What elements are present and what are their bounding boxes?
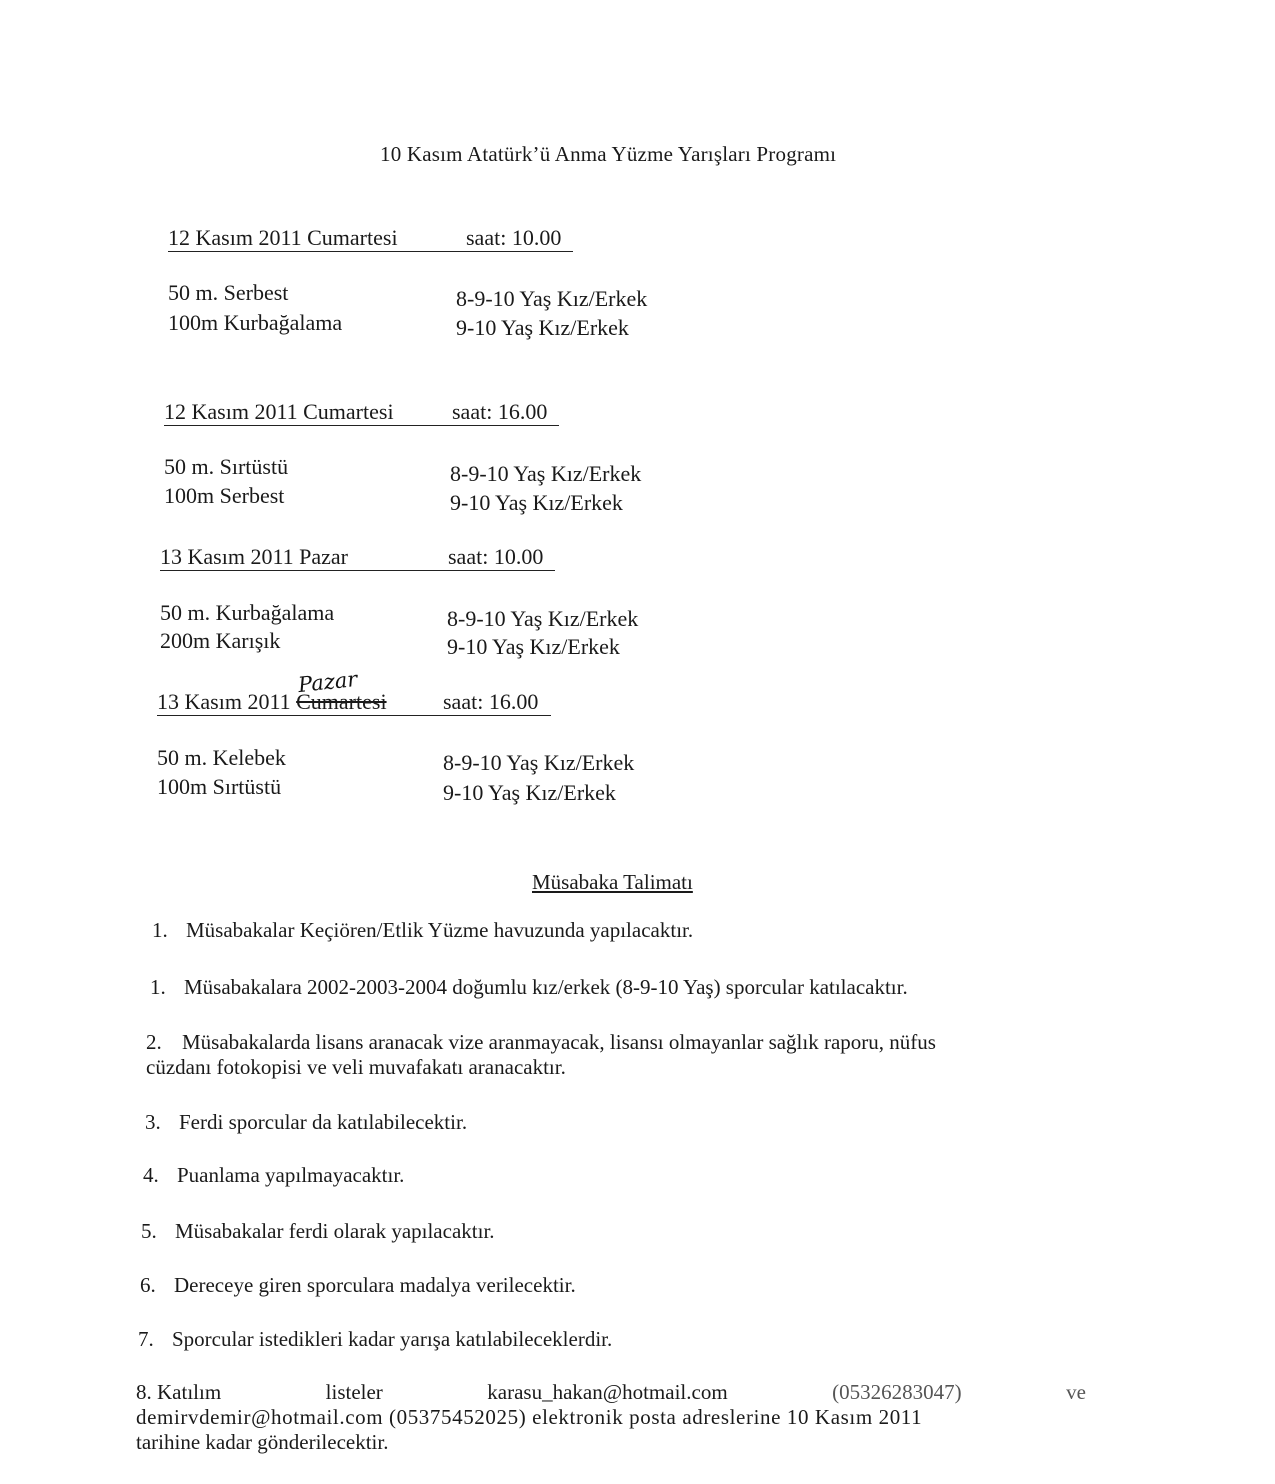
email-address: karasu_hakan@hotmail.com xyxy=(487,1380,728,1404)
instruction-item xyxy=(143,1163,404,1188)
item-text: Dereceye giren sporculara madalya verilecektir. xyxy=(174,1273,576,1297)
event-name: 100m Kurbağalama xyxy=(168,310,343,335)
event-category: 9-10 Yaş Kız/Erkek xyxy=(443,780,616,805)
struck-day-name xyxy=(296,666,387,714)
event-category: 8-9-10 Yaş Kız/Erkek xyxy=(450,461,642,486)
instruction-item xyxy=(146,1030,1096,1080)
instructions-title: Müsabaka Talimatı xyxy=(532,870,693,894)
instruction-item-8 xyxy=(136,1380,1086,1455)
instruction-item xyxy=(138,1327,612,1352)
item-number: 3. xyxy=(145,1110,161,1134)
item-8-line-3: tarihine kadar gönderilecektir. xyxy=(136,1430,389,1454)
struck-day-text: Cumartesi xyxy=(296,689,387,714)
event-name: 100m Sırtüstü xyxy=(157,774,282,799)
event-category: 8-9-10 Yaş Kız/Erkek xyxy=(447,606,639,631)
item-8-word: listeler xyxy=(325,1380,383,1404)
instruction-item xyxy=(152,918,693,943)
item-8-word: 8. Katılım xyxy=(136,1380,222,1404)
instruction-item xyxy=(145,1110,467,1135)
session-date: 13 Kasım 2011 Pazar xyxy=(160,544,348,569)
item-number: 6. xyxy=(140,1273,156,1297)
session-time: saat: 16.00 xyxy=(443,689,539,714)
instruction-item xyxy=(140,1273,576,1298)
item-8-line-2: demirvdemir@hotmail.com (05375452025) elektronik posta adreslerine 10 Kasım 2011 xyxy=(136,1405,923,1429)
item-number: 5. xyxy=(141,1219,157,1243)
event-name: 50 m. Serbest xyxy=(168,280,289,305)
session-header xyxy=(168,226,573,252)
event-name: 200m Karışık xyxy=(160,628,281,653)
session-date-prefix: 13 Kasım 2011 xyxy=(157,689,291,714)
session-date: 12 Kasım 2011 Cumartesi xyxy=(164,399,394,424)
event-category: 8-9-10 Yaş Kız/Erkek xyxy=(456,286,648,311)
item-8-line-1 xyxy=(136,1380,1086,1405)
instruction-item xyxy=(150,975,908,1000)
phone-number: (05326283047) xyxy=(832,1380,962,1404)
event-category: 9-10 Yaş Kız/Erkek xyxy=(450,490,623,515)
item-text: Sporcular istedikleri kadar yarışa katılabileceklerdir. xyxy=(172,1327,613,1351)
item-number: 1. xyxy=(152,918,168,942)
item-text: Ferdi sporcular da katılabilecektir. xyxy=(179,1110,468,1134)
item-number: 2. xyxy=(146,1030,162,1054)
session-time: saat: 10.00 xyxy=(466,225,562,250)
item-text: Müsabakalara 2002-2003-2004 doğumlu kız/erkek (8-9-10 Yaş) sporcular katılacaktır. xyxy=(184,975,908,999)
item-number: 7. xyxy=(138,1327,154,1351)
session-date xyxy=(157,666,387,714)
item-text: Müsabakalar Keçiören/Etlik Yüzme havuzunda yapılacaktır. xyxy=(186,918,694,942)
session-time: saat: 10.00 xyxy=(448,544,544,569)
session-header xyxy=(160,545,555,571)
session-header xyxy=(164,400,559,426)
item-number: 4. xyxy=(143,1163,159,1187)
event-name: 50 m. Kurbağalama xyxy=(160,600,335,625)
item-text: Müsabakalar ferdi olarak yapılacaktır. xyxy=(175,1219,495,1243)
item-text-continued: cüzdanı fotokopisi ve veli muvafakatı aranacaktır. xyxy=(146,1055,566,1079)
event-category: 9-10 Yaş Kız/Erkek xyxy=(447,634,620,659)
item-text: Puanlama yapılmayacaktır. xyxy=(177,1163,405,1187)
instruction-item xyxy=(141,1219,495,1244)
item-text: Müsabakalarda lisans aranacak vize aranmayacak, lisansı olmayanlar sağlık raporu, nüfus xyxy=(182,1030,936,1054)
session-time: saat: 16.00 xyxy=(452,399,548,424)
handwritten-correction: Pazar xyxy=(297,666,359,698)
session-date: 12 Kasım 2011 Cumartesi xyxy=(168,225,398,250)
event-category: 9-10 Yaş Kız/Erkek xyxy=(456,315,629,340)
item-number: 1. xyxy=(150,975,166,999)
session-header xyxy=(157,666,551,716)
event-name: 100m Serbest xyxy=(164,483,285,508)
item-8-word: ve xyxy=(1066,1380,1086,1404)
event-name: 50 m. Sırtüstü xyxy=(164,454,289,479)
event-category: 8-9-10 Yaş Kız/Erkek xyxy=(443,750,635,775)
event-name: 50 m. Kelebek xyxy=(157,745,286,770)
page-title: 10 Kasım Atatürk’ü Anma Yüzme Yarışları Programı xyxy=(380,142,837,166)
